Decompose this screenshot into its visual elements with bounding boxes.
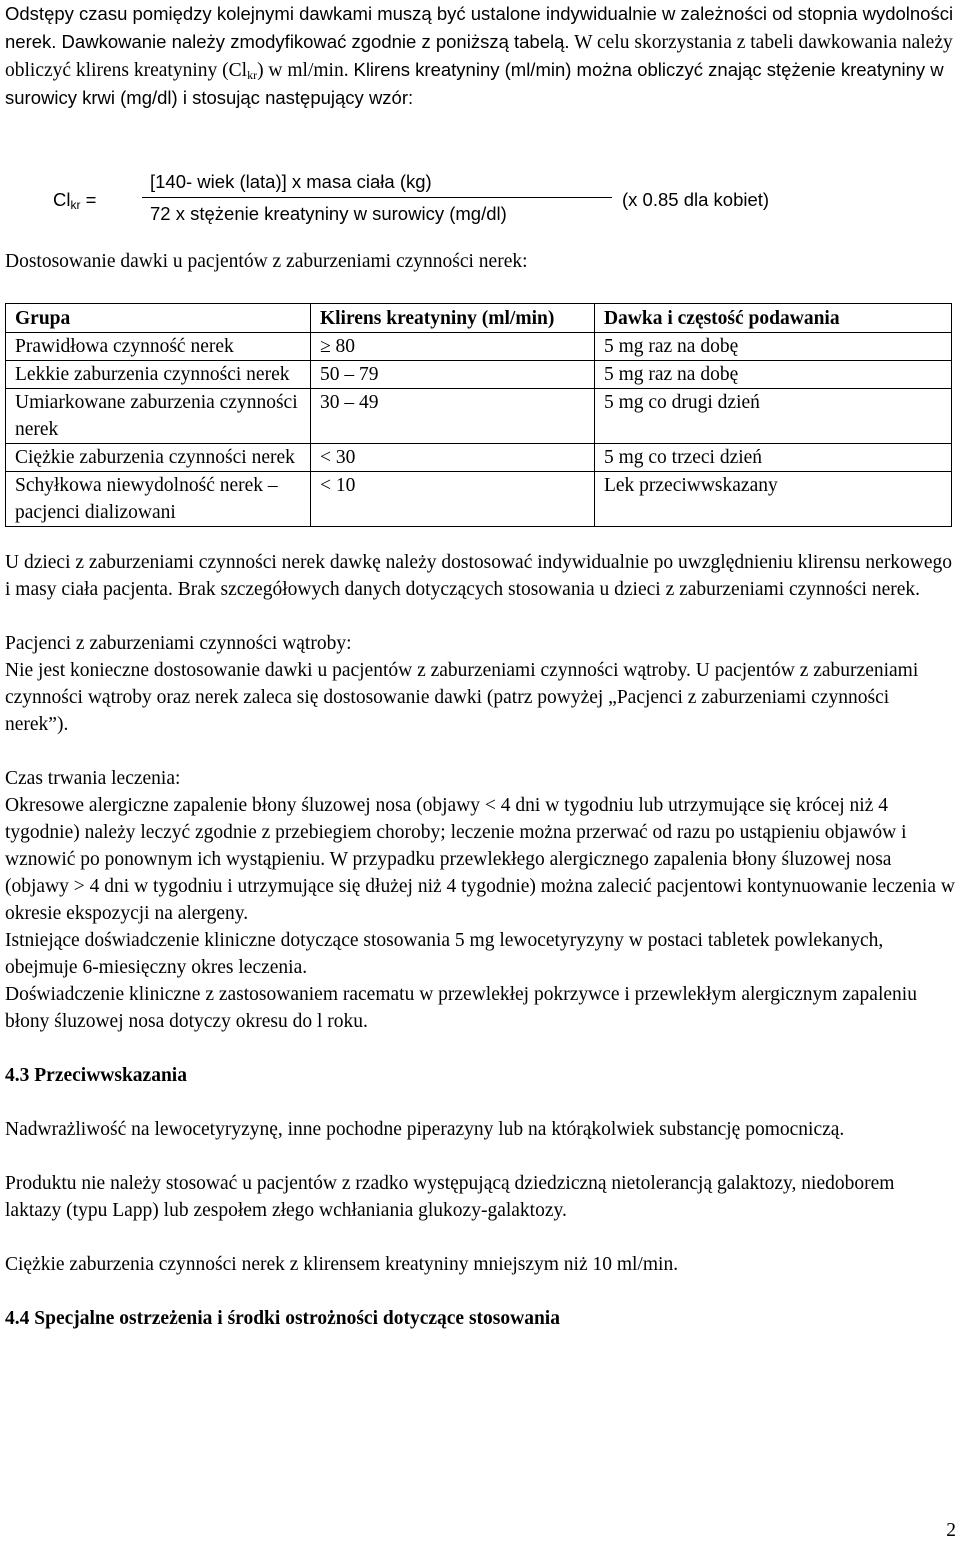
duration-paragraph-2: Istniejące doświadczenie kliniczne dotyczące stosowania 5 mg lewocetyryzyny w postaci tabletek powlekanych, obejmuje 6-miesięczny okres leczenia. (5, 930, 884, 978)
table-row (6, 444, 952, 472)
table-cell-clearance: 50 – 79 (310, 361, 594, 389)
table-cell-group: Lekkie zaburzenia czynności nerek (6, 361, 311, 389)
table-cell-group: Umiarkowane zaburzenia czynności nerek (6, 389, 311, 444)
contraindication-3: Ciężkie zaburzenia czynności nerek z klirensem kreatyniny mniejszym niż 10 ml/min. (5, 1254, 679, 1275)
spacer (5, 738, 955, 765)
table-header-row (6, 304, 952, 333)
table-row (6, 361, 952, 389)
section-4-3-heading: 4.3 Przeciwwskazania (5, 1065, 187, 1086)
table-cell-clearance: ≥ 80 (310, 333, 594, 361)
spacer (5, 1278, 955, 1305)
table-row (6, 472, 952, 527)
spacer (5, 1143, 955, 1170)
table-cell-dose: 5 mg raz na dobę (594, 361, 951, 389)
intro-sentence-c: Klirens kreatyniny (ml/min) można obliczyć znając stężenie kreatyniny w surowicy krwi (mg/dl) i stosując następujący wzór: (5, 59, 944, 108)
formula-fraction-bar (142, 197, 612, 198)
spacer (5, 1089, 955, 1116)
spacer (5, 1224, 955, 1251)
section-4-4-heading: 4.4 Specjalne ostrzeżenia i środki ostrożności dotyczące stosowania (5, 1308, 560, 1329)
contraindication-1: Nadwrażliwość na lewocetyryzynę, inne pochodne piperazyny lub na którąkolwiek substancję pomocniczą. (5, 1119, 845, 1140)
spacer (5, 603, 955, 630)
page-number: 2 (946, 1520, 956, 1541)
intro-sentence-b: W celu skorzystania z tabeli dawkowania należy obliczyć klirens kreatyniny $(Cl_{kr})$ w ml/min. (5, 32, 953, 82)
table-cell-clearance: 30 – 49 (310, 389, 594, 444)
table-row (6, 333, 952, 361)
table-cell-group: Schyłkowa niewydolność nerek – pacjenci dializowani (6, 472, 311, 527)
header-dose: Dawka i częstość podawania (594, 304, 951, 333)
formula-factor: (x 0.85 dla kobiet) (622, 189, 770, 210)
children-paragraph: U dzieci z zaburzeniami czynności nerek dawkę należy dostosować indywidualnie po uwzględnieniu klirensu nerkowego i masy ciała pacjenta. Brak szczegółowych danych dotyczących stosowania u dzieci z zaburzeniami czynności nerek. (5, 552, 953, 600)
formula-lhs: $Cl_{kr}$ = (53, 189, 97, 212)
table-row (6, 389, 952, 444)
document-page (5, 0, 955, 1332)
table-cell-group: Prawidłowa czynność nerek (6, 333, 311, 361)
duration-title: Czas trwania leczenia: (5, 768, 181, 789)
formula-numerator: [140- wiek (lata)] x masa ciała (kg) (150, 171, 432, 192)
table-cell-dose: Lek przeciwwskazany (594, 472, 951, 527)
intro-paragraph (5, 0, 955, 112)
table-cell-dose: 5 mg co trzeci dzień (594, 444, 951, 472)
table-cell-clearance: < 10 (310, 472, 594, 527)
formula-denominator: 72 x stężenie kreatyniny w surowicy (mg/dl) (150, 203, 507, 224)
intro-sentence-a: Odstępy czasu pomiędzy kolejnymi dawkami muszą być ustalone indywidualnie w zależności od stopnia wydolności nerek. Dawkowanie należy zmodyfikować zgodnie z poniższą tabelą. (5, 3, 954, 52)
duration-paragraph-1: Okresowe alergiczne zapalenie błony śluzowej nosa (objawy < 4 dni w tygodniu lub utrzymujące się krócej niż 4 tygodnie) należy leczyć zgodnie z przebiegiem choroby; leczenie można przerwać od razu po ustąpieniu objawów i wznowić po ponownym ich wystąpieniu. W przypadku przewlekłego alergicznego zapalenia błony śluzowej nosa (objawy > 4 dni w tygodniu i utrzymujące się dłużej niż 4 tygodnie) można zalecić pacjentowi kontynuowanie leczenia w okresie ekspozycji na alergeny. (5, 795, 955, 924)
header-clearance: Klirens kreatyniny (ml/min) (310, 304, 594, 333)
dose-adjustment-table (5, 303, 952, 527)
liver-paragraph: Nie jest konieczne dostosowanie dawki u pacjentów z zaburzeniami czynności wątroby. U pacjentów z zaburzeniami czynności wątroby oraz nerek zaleca się dostosowanie dawki (patrz powyżej „Pacjenci z zaburzeniami czynności nerek”). (5, 660, 919, 735)
duration-paragraph-3: Doświadczenie kliniczne z zastosowaniem racematu w przewlekłej pokrzywce i przewlekłym alergicznym zapaleniu błony śluzowej nosa dotyczy okresu do l roku. (5, 984, 917, 1032)
liver-title: Pacjenci z zaburzeniami czynności wątroby: (5, 633, 352, 654)
table-cell-group: Ciężkie zaburzenia czynności nerek (6, 444, 311, 472)
spacer (5, 527, 955, 549)
table-cell-dose: 5 mg co drugi dzień (594, 389, 951, 444)
table-intro: Dostosowanie dawki u pacjentów z zaburzeniami czynności nerek: (5, 251, 528, 272)
table-cell-dose: 5 mg raz na dobę (594, 333, 951, 361)
table-cell-clearance: < 30 (310, 444, 594, 472)
spacer (5, 1035, 955, 1062)
contraindication-2: Produktu nie należy stosować u pacjentów z rzadko występującą dziedziczną nietolerancją galaktozy, niedoborem laktazy (typu Lapp) lub zespołem złego wchłaniania glukozy-galaktozy. (5, 1173, 895, 1221)
creatinine-clearance-formula (5, 164, 955, 244)
header-group: Grupa (6, 304, 311, 333)
